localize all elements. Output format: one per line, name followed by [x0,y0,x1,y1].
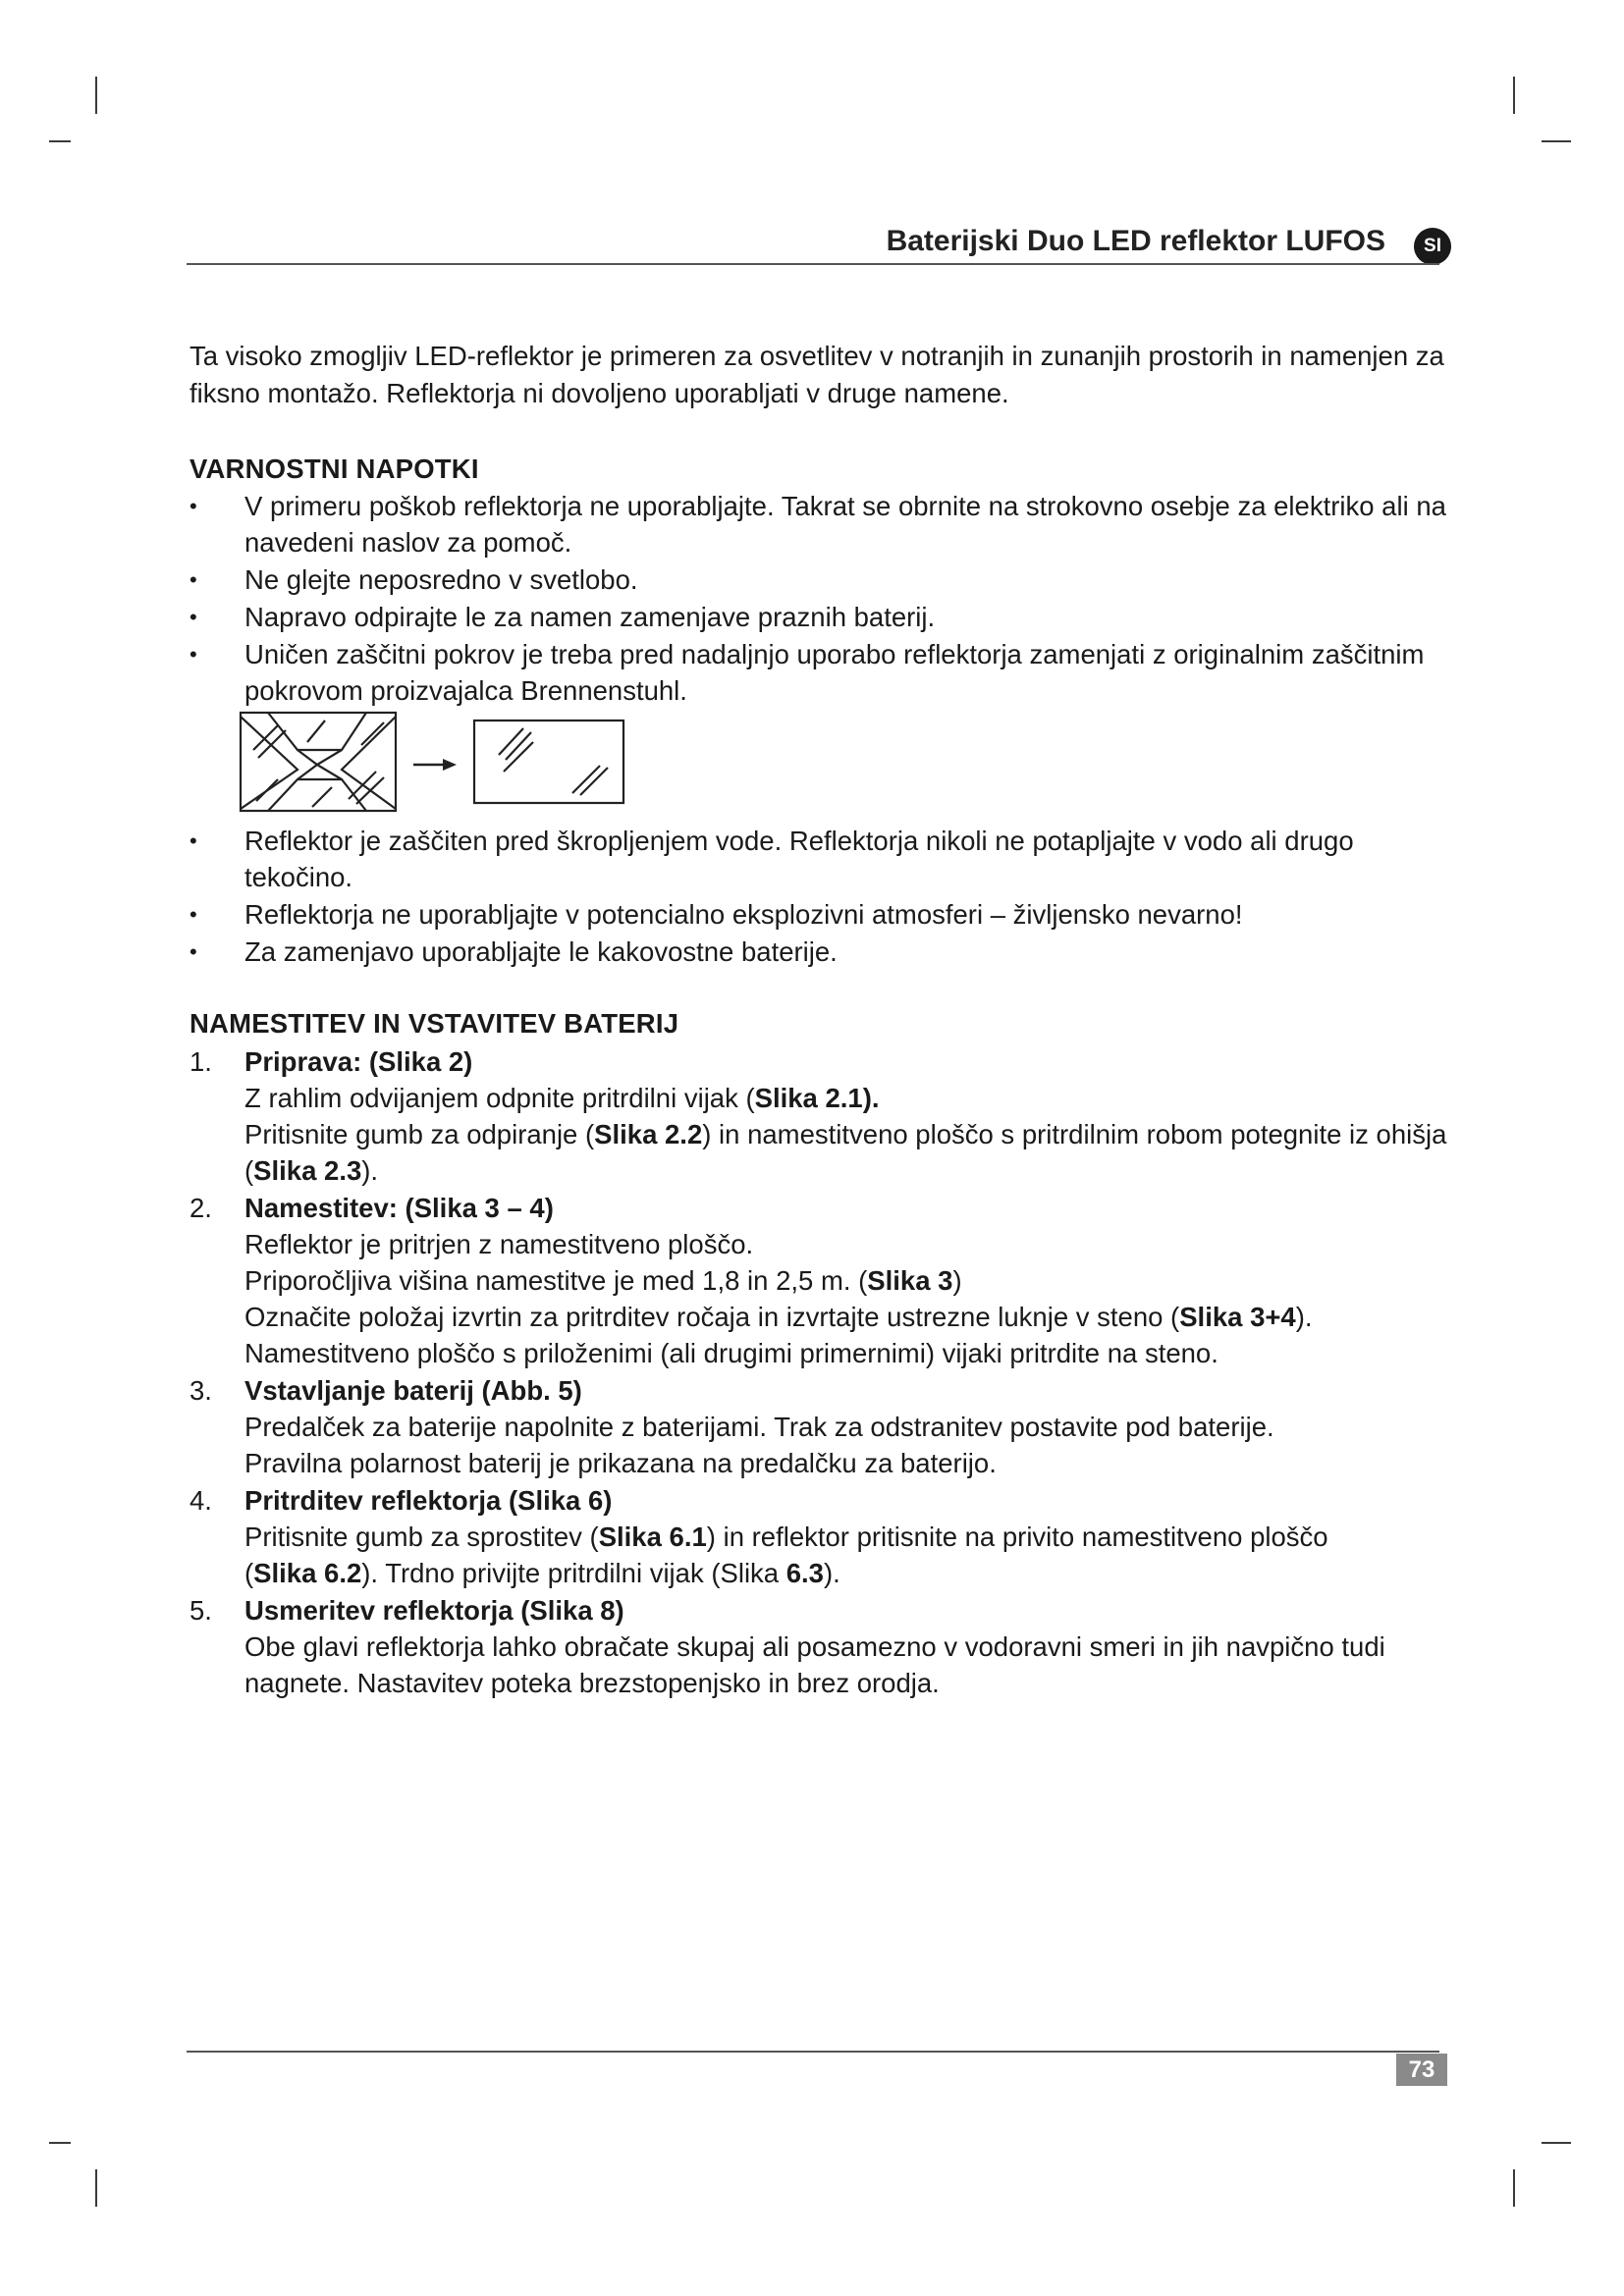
safety-list-bottom [189,823,1466,971]
page-number: 73 [1396,2054,1447,2086]
step-number: 5. [189,1595,212,1626]
step-line: Namestitveno ploščo s priloženimi (ali drugimi primernimi) vijaki pritrdite na steno. [244,1338,1218,1368]
new-cover-icon [474,721,623,803]
list-item: • Uničen zaščitni pokrov je treba pred nadaljnjo uporabo reflektorja zamenjati z originalnim zaščitnim pokrovom proizvajalca Brennenstuhl. [189,636,1466,709]
crop-mark [95,77,97,114]
step-title: Namestitev: (Slika 3 – 4) [244,1193,554,1223]
bullet: • [189,567,197,592]
header-divider [187,263,1439,265]
intro-paragraph: Ta visoko zmogljiv LED-reflektor je primeren za osvetlitev v notranjih in zunanjih prostorih in namenjen za fiksno montažo. Reflektorja ni dovoljeno uporabljati v druge namene. [189,341,1444,408]
step-item [189,1592,1466,1701]
safety-list-top [189,488,1466,710]
list-item: • V primeru poškob reflektorja ne uporabljajte. Takrat se obrnite na strokovno osebje za elektriko ali na navedeni naslov za pomoč. [189,488,1466,561]
bullet: • [189,642,197,667]
crop-mark [1513,2169,1515,2207]
step-title: Pritrditev reflektorja (Slika 6) [244,1485,613,1516]
step-number: 2. [189,1193,212,1223]
crop-mark [49,2142,71,2144]
broken-cover-icon [241,713,396,811]
page-header-title: Baterijski Duo LED reflektor LUFOS [886,225,1385,257]
step-line: Označite položaj izvrtin za pritrditev ročaja in izvrtajte ustrezne luknje v steno (Slika 3+4). [244,1302,1313,1332]
step-title: Vstavljanje baterij (Abb. 5) [244,1375,582,1406]
step-line: Predalček za baterije napolnite z baterijami. Trak za odstranitev postavite pod baterije. [244,1412,1274,1442]
installation-steps [189,1043,1466,1702]
safety-heading: VARNOSTNI NAPOTKI [189,454,479,484]
crop-mark [1542,2142,1571,2144]
bullet: • [189,605,197,629]
step-line: Reflektor je pritrjen z namestitveno ploščo. [244,1229,754,1259]
list-item: • Napravo odpirajte le za namen zamenjave praznih baterij. [189,599,1466,635]
step-line: Pritisnite gumb za odpiranje (Slika 2.2) in namestitveno ploščo s pritrdilnim robom potegnite iz ohišja (Slika 2.3). [244,1119,1447,1186]
bullet: • [189,939,197,964]
step-item [189,1190,1466,1371]
list-item: • Za zamenjavo uporabljajte le kakovostne baterije. [189,934,1466,970]
step-title: Priprava: (Slika 2) [244,1046,473,1077]
cover-replacement-illustration [239,711,631,819]
step-line: (Slika 6.2). Trdno privijte pritrdilni vijak (Slika 6.3). [244,1558,840,1588]
crop-mark [49,140,71,142]
step-title: Usmeritev reflektorja (Slika 8) [244,1595,624,1626]
list-item: • Ne glejte neposredno v svetlobo. [189,561,1466,598]
crop-mark [95,2169,97,2207]
step-number: 3. [189,1375,212,1406]
step-item [189,1043,1466,1189]
bullet: • [189,902,197,927]
step-item [189,1482,1466,1591]
language-badge: SI [1414,228,1451,265]
step-item [189,1372,1466,1481]
step-number: 1. [189,1046,212,1077]
list-item: • Reflektorja ne uporabljajte v potencialno eksplozivni atmosferi – življensko nevarno! [189,896,1466,933]
step-number: 4. [189,1485,212,1516]
step-line: Pritisnite gumb za sprostitev (Slika 6.1) in reflektor pritisnite na privito namestitveno ploščo [244,1522,1328,1552]
bullet: • [189,494,197,518]
list-item: • Reflektor je zaščiten pred škropljenjem vode. Reflektorja nikoli ne potapljajte v vodo ali drugo tekočino. [189,823,1466,895]
crop-mark [1513,77,1515,114]
footer-divider [187,2051,1439,2053]
step-line: Pravilna polarnost baterij je prikazana na predalčku za baterijo. [244,1448,997,1478]
step-line: Obe glavi reflektorja lahko obračate skupaj ali posamezno v vodoravni smeri in jih navpično tudi nagnete. Nastavitev poteka brezstopenjsko in brez orodja. [244,1631,1385,1698]
bullet: • [189,828,197,853]
step-line: Priporočljiva višina namestitve je med 1,8 in 2,5 m. (Slika 3) [244,1265,962,1296]
step-line: Z rahlim odvijanjem odpnite pritrdilni vijak (Slika 2.1). [244,1083,880,1113]
installation-heading: NAMESTITEV IN VSTAVITEV BATERIJ [189,1008,679,1039]
arrow-icon [413,759,457,771]
crop-mark [1542,140,1571,142]
